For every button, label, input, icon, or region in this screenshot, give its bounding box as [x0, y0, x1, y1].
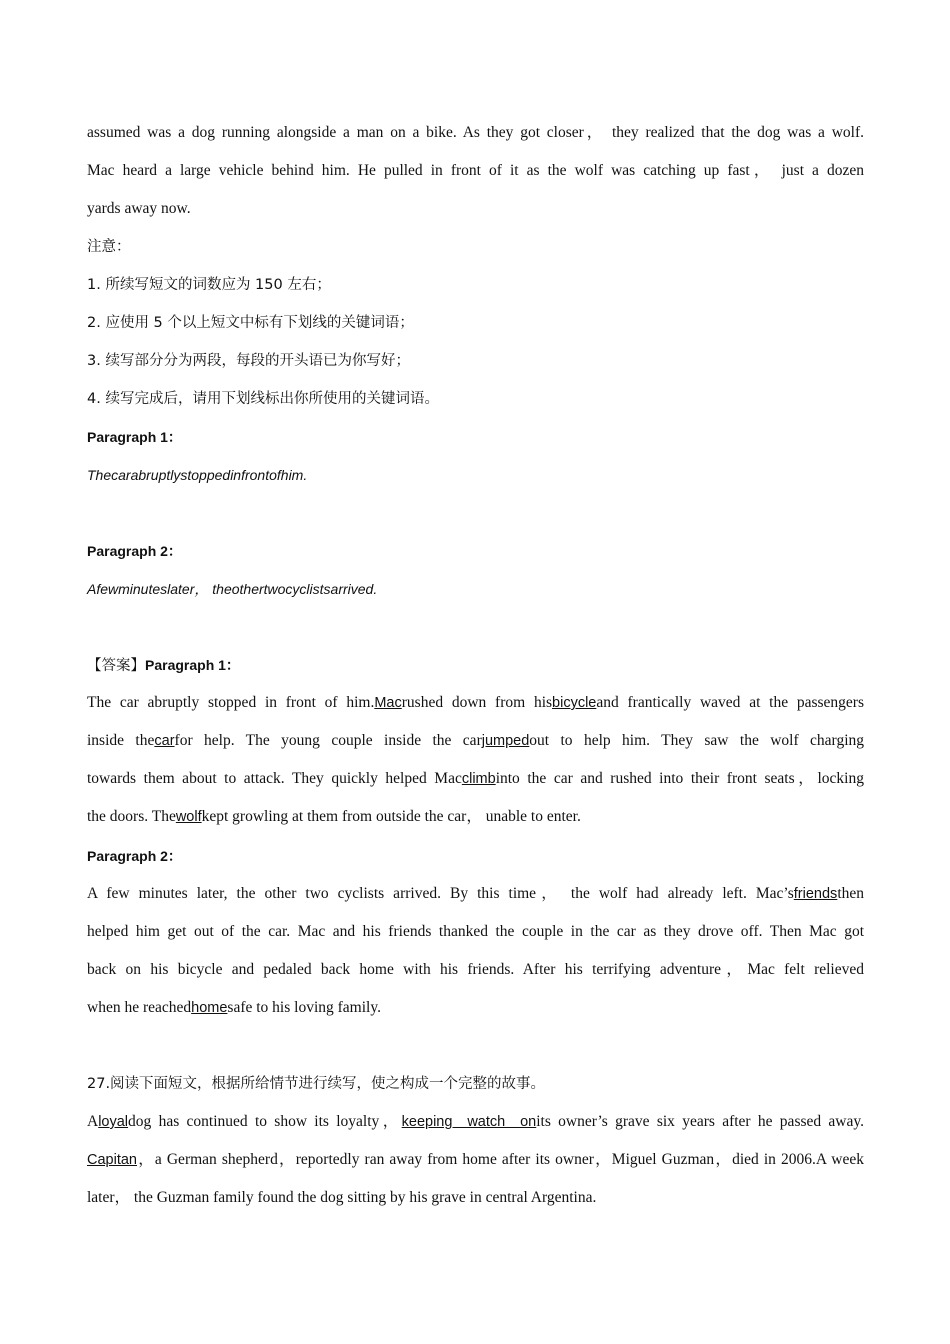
keyword-underline: keeping watch on — [401, 1114, 537, 1130]
keyword-underline: Capitan — [87, 1152, 137, 1168]
prompt-paragraph-2-text: Afewminuteslater， theothertwocyclistsarrived. — [87, 581, 378, 597]
intro-line-3: yards away now. — [87, 200, 191, 217]
answer-label: 【答案】 — [87, 658, 145, 674]
keyword-underline: home — [191, 1000, 228, 1016]
question-27-heading-text: 27.阅读下面短文，根据所给情节进行续写，使之构成一个完整的故事。 — [87, 1076, 546, 1092]
text-segment: A few minutes later, the other two cyclists arrived. By this time， the wolf had already left. Mac’s — [87, 885, 794, 902]
text-segment: kept growling at them from outside the car， unable to enter. — [201, 808, 581, 825]
answer-p1-line-2 — [87, 730, 864, 752]
keyword-underline: friends — [793, 886, 838, 902]
text-segment: its owner’s grave six years after he passed away. — [536, 1113, 864, 1130]
question-27-heading — [87, 1073, 864, 1095]
answer-p1-line-1 — [87, 692, 864, 714]
text-segment: into the car and rushed into their front seats，locking — [495, 770, 864, 787]
answer-p2-line-4 — [87, 997, 864, 1019]
keyword-underline: bicycle — [552, 695, 597, 711]
text-segment: dog has continued to show its loyalty， — [128, 1113, 402, 1130]
keyword-underline: wolf — [175, 809, 202, 825]
answer-p1-line-3 — [87, 768, 864, 790]
keyword-underline: jumped — [481, 733, 530, 749]
prompt-paragraph-1-text: Thecarabruptlystoppedinfrontofhim. — [87, 467, 308, 483]
q27-line-1 — [87, 1111, 864, 1133]
answer-heading — [87, 654, 864, 677]
text-segment: The car abruptly stopped in front of him. — [87, 694, 375, 711]
q27-line-3: later， the Guzman family found the dog sitting by his grave in central Argentina. — [87, 1189, 597, 1206]
text-segment: out to help him. They saw the wolf charging — [529, 732, 864, 749]
intro-line-2: Mac heard a large vehicle behind him. He pulled in front of it as the wolf was catching up fast， just a dozen — [87, 162, 864, 179]
text-segment: the doors. The — [87, 808, 176, 825]
keyword-underline: Mac — [374, 695, 402, 711]
answer-p2-line-1 — [87, 883, 864, 905]
intro-line-1: assumed was a dog running alongside a man on a bike. As they got closer， they realized that the dog was a wolf. — [87, 124, 864, 141]
text-segment: safe to his loving family. — [227, 999, 381, 1016]
keyword-underline: loyal — [98, 1114, 129, 1130]
answer-p2-line-2: helped him get out of the car. Mac and his friends thanked the couple in the car as they drove off. Then Mac got — [87, 923, 864, 940]
answer-paragraph-2-label: Paragraph 2： — [87, 848, 182, 864]
notes-heading: 注意： — [87, 239, 131, 255]
text-segment: when he reached — [87, 999, 192, 1016]
note-item-2: 2. 应使用 5 个以上短文中标有下划线的关键词语； — [87, 315, 414, 331]
text-segment: then — [837, 885, 864, 902]
text-segment: ，a German shepherd，reportedly ran away from home after its owner，Miguel Guzman，died in 2006.A week — [136, 1151, 864, 1168]
text-segment: and frantically waved at the passengers — [596, 694, 864, 711]
text-segment: for help. The young couple inside the car — [174, 732, 482, 749]
answer-paragraph-1-label: Paragraph 1： — [145, 657, 240, 673]
answer-p1-line-4 — [87, 806, 864, 828]
text-segment: rushed down from his — [401, 694, 553, 711]
note-item-4: 4. 续写完成后，请用下划线标出你所使用的关键词语。 — [87, 391, 439, 407]
text-segment: inside the — [87, 732, 155, 749]
prompt-paragraph-2-label: Paragraph 2： — [87, 543, 182, 559]
text-segment: A — [87, 1113, 99, 1130]
note-item-3: 3. 续写部分分为两段，每段的开头语已为你写好； — [87, 353, 410, 369]
q27-line-2 — [87, 1149, 864, 1171]
keyword-underline: climb — [461, 771, 496, 787]
answer-p2-line-3: back on his bicycle and pedaled back home with his friends. After his terrifying adventure，Mac felt relieved — [87, 961, 864, 978]
note-item-1: 1. 所续写短文的词数应为 150 左右； — [87, 277, 331, 293]
prompt-paragraph-1-label: Paragraph 1： — [87, 429, 182, 445]
keyword-underline: car — [154, 733, 175, 749]
text-segment: towards them about to attack. They quickly helped Mac — [87, 770, 462, 787]
